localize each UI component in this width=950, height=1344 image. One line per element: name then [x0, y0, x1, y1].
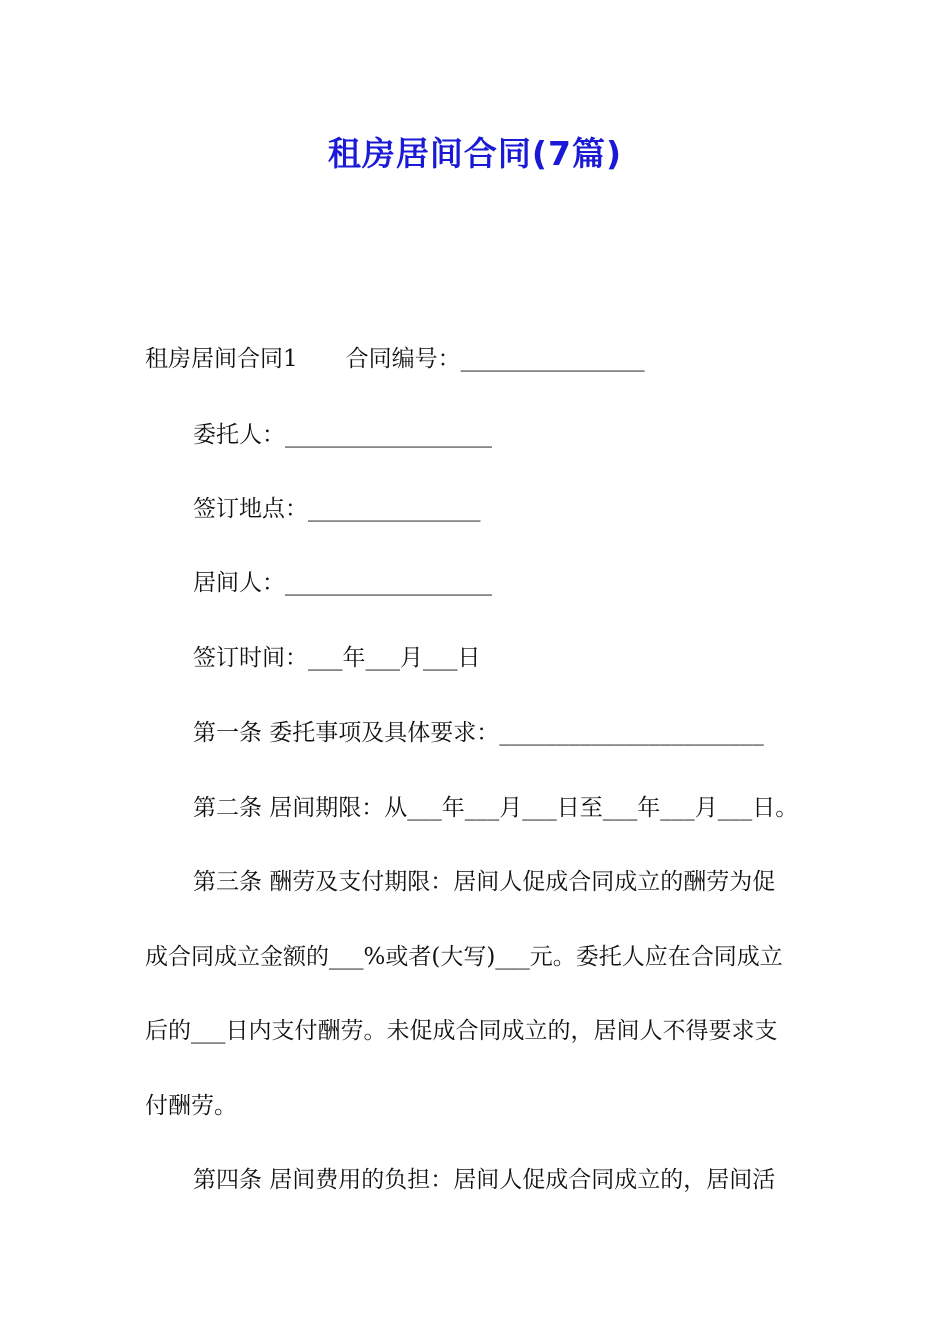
article-3-line-2: 成合同成立金额的___%或者(大写)___元。委托人应在合同成立: [145, 944, 783, 970]
article-3-line-1: 第三条 酬劳及支付期限：居间人促成合同成立的酬劳为促: [193, 869, 776, 895]
contract-name: 租房居间合同1: [145, 346, 298, 372]
signing-place-field: 签订地点：_______________: [193, 496, 481, 522]
contract-heading-line: [0, 343, 950, 375]
contract-number-field: 合同编号：________________: [345, 346, 645, 372]
document-title: 租房居间合同(7篇): [327, 134, 623, 173]
article-4-line-1: 第四条 居间费用的负担：居间人促成合同成立的，居间活: [193, 1167, 776, 1193]
article-1: 第一条 委托事项及具体要求：_______________________: [193, 720, 764, 746]
article-3-line-3: 后的___日内支付酬劳。未促成合同成立的，居间人不得要求支: [145, 1018, 778, 1044]
signing-date-field: 签订时间：___年___月___日: [193, 645, 481, 671]
article-2: 第二条 居间期限：从___年___月___日至___年___月___日。: [193, 795, 799, 821]
article-3-line-4: 付酬劳。: [145, 1093, 237, 1119]
principal-field: 委托人：__________________: [193, 422, 492, 448]
intermediary-field: 居间人：__________________: [193, 570, 492, 596]
